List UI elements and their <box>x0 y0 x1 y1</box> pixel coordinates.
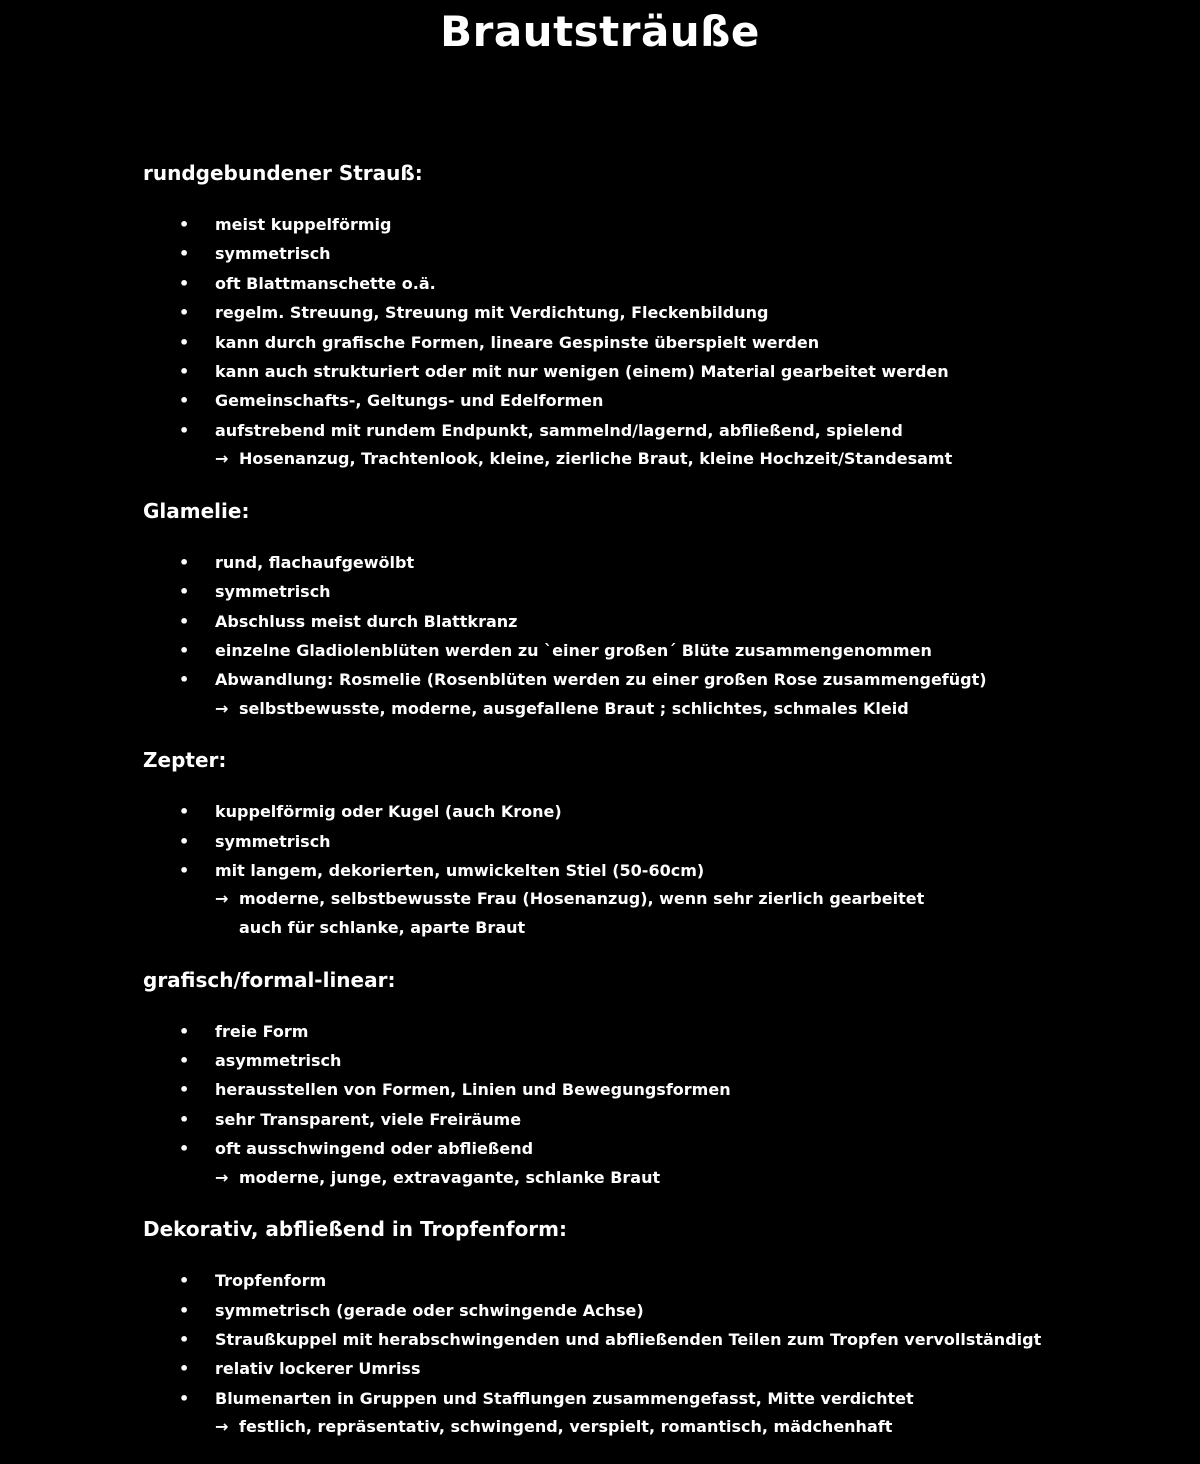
bullet-icon: • <box>179 552 190 572</box>
list-item: • aufstrebend mit rundem Endpunkt, sammelnd/lagernd, abfließend, spielend <box>143 416 1183 445</box>
note: → festlich, repräsentativ, schwingend, verspielt, romantisch, mädchenhaft <box>143 1413 1183 1442</box>
list-item: • mit langem, dekorierten, umwickelten Stiel (50-60cm) <box>143 856 1183 885</box>
list-item: • symmetrisch <box>143 239 1183 268</box>
list-item: • rund, flachaufgewölbt <box>143 548 1183 577</box>
section-glamelie <box>143 496 1183 724</box>
section-grafisch <box>143 965 1183 1193</box>
bullet-icon: • <box>179 215 190 234</box>
list-item: • Blumenarten in Gruppen und Stafflungen zusammengefasst, Mitte verdichtet <box>143 1384 1183 1413</box>
bullet-icon: • <box>179 831 190 851</box>
list-item: • asymmetrisch <box>143 1046 1183 1075</box>
bullet-icon: • <box>179 1359 190 1379</box>
bullet-icon: • <box>179 1109 190 1129</box>
section-heading: Dekorativ, abfließend in Tropfenform: <box>143 1217 568 1242</box>
document-body <box>143 158 1183 1464</box>
page-title: Brautsträuße <box>440 7 760 56</box>
bullet-list <box>143 1017 1183 1164</box>
list-item: • Straußkuppel mit herabschwingenden und abfließenden Teilen zum Tropfen vervollständigt <box>143 1325 1183 1354</box>
arrow-right-icon: → <box>215 1167 229 1187</box>
bullet-icon: • <box>179 1139 190 1159</box>
bullet-icon: • <box>179 1271 190 1291</box>
bullet-icon: • <box>179 1021 190 1041</box>
bullet-icon: • <box>179 611 190 631</box>
bullet-icon: • <box>179 273 190 293</box>
bullet-icon: • <box>179 361 190 381</box>
bullet-icon: • <box>179 670 190 690</box>
bullet-icon: • <box>179 420 190 440</box>
bullet-icon: • <box>179 1329 190 1349</box>
arrow-right-icon: → <box>215 698 229 718</box>
list-item: • Gemeinschafts-, Geltungs- und Edelformen <box>143 386 1183 415</box>
bullet-icon: • <box>179 391 190 411</box>
arrow-right-icon: → <box>215 449 229 469</box>
section-rundgebunden <box>143 158 1183 474</box>
list-item: • regelm. Streuung, Streuung mit Verdichtung, Fleckenbildung <box>143 298 1183 327</box>
note: → moderne, selbstbewusste Frau (Hosenanzug), wenn sehr zierlich gearbeitet auch für schlanke, aparte Braut <box>143 885 1183 942</box>
arrow-right-icon: → <box>215 889 229 909</box>
list-item: • einzelne Gladiolenblüten werden zu `einer großen´ Blüte zusammengenommen <box>143 636 1183 665</box>
bullet-icon: • <box>179 1051 190 1071</box>
bullet-list <box>143 548 1183 695</box>
list-item: • kann auch strukturiert oder mit nur wenigen (einem) Material gearbeitet werden <box>143 357 1183 386</box>
list-item: • sehr Transparent, viele Freiräume <box>143 1105 1183 1134</box>
bullet-icon: • <box>179 861 190 881</box>
section-heading: rundgebundener Strauß: <box>143 161 423 185</box>
list-item: • Tropfenform <box>143 1266 1183 1295</box>
bullet-icon: • <box>179 303 190 323</box>
bullet-icon: • <box>179 244 190 264</box>
list-item: • relativ lockerer Umriss <box>143 1354 1183 1383</box>
list-item: • freie Form <box>143 1017 1183 1046</box>
note: → selbstbewusste, moderne, ausgefallene Braut ; schlichtes, schmales Kleid <box>143 695 1183 724</box>
bullet-list <box>143 210 1183 445</box>
list-item: • meist kuppelförmig <box>143 210 1183 239</box>
list-item: • kann durch grafische Formen, lineare Gespinste überspielt werden <box>143 328 1183 357</box>
list-item: • Abschluss meist durch Blattkranz <box>143 607 1183 636</box>
section-heading: Zepter: <box>143 748 227 773</box>
list-item: • symmetrisch (gerade oder schwingende Achse) <box>143 1296 1183 1325</box>
section-heading: Glamelie: <box>143 498 250 523</box>
bullet-list <box>143 797 1183 885</box>
bullet-icon: • <box>179 1300 190 1320</box>
bullet-icon: • <box>179 1388 190 1408</box>
list-item: • oft ausschwingend oder abfließend <box>143 1134 1183 1163</box>
arrow-right-icon: → <box>215 1417 229 1437</box>
list-item: • symmetrisch <box>143 577 1183 606</box>
section-dekorativ <box>143 1214 1183 1442</box>
bullet-icon: • <box>179 802 190 822</box>
list-item: • Abwandlung: Rosmelie (Rosenblüten werden zu einer großen Rose zusammengefügt) <box>143 665 1183 694</box>
bullet-icon: • <box>179 332 190 352</box>
list-item: • oft Blattmanschette o.ä. <box>143 269 1183 298</box>
bullet-icon: • <box>179 582 190 602</box>
section-heading: grafisch/formal-linear: <box>143 967 396 992</box>
note: → moderne, junge, extravagante, schlanke Braut <box>143 1164 1183 1193</box>
bullet-icon: • <box>179 1080 190 1100</box>
bullet-icon: • <box>179 640 190 660</box>
section-zepter <box>143 745 1183 942</box>
note: → Hosenanzug, Trachtenlook, kleine, zierliche Braut, kleine Hochzeit/Standesamt <box>143 445 1183 474</box>
list-item: • kuppelförmig oder Kugel (auch Krone) <box>143 797 1183 826</box>
bullet-list <box>143 1266 1183 1413</box>
list-item: • herausstellen von Formen, Linien und Bewegungsformen <box>143 1075 1183 1104</box>
list-item: • symmetrisch <box>143 827 1183 856</box>
